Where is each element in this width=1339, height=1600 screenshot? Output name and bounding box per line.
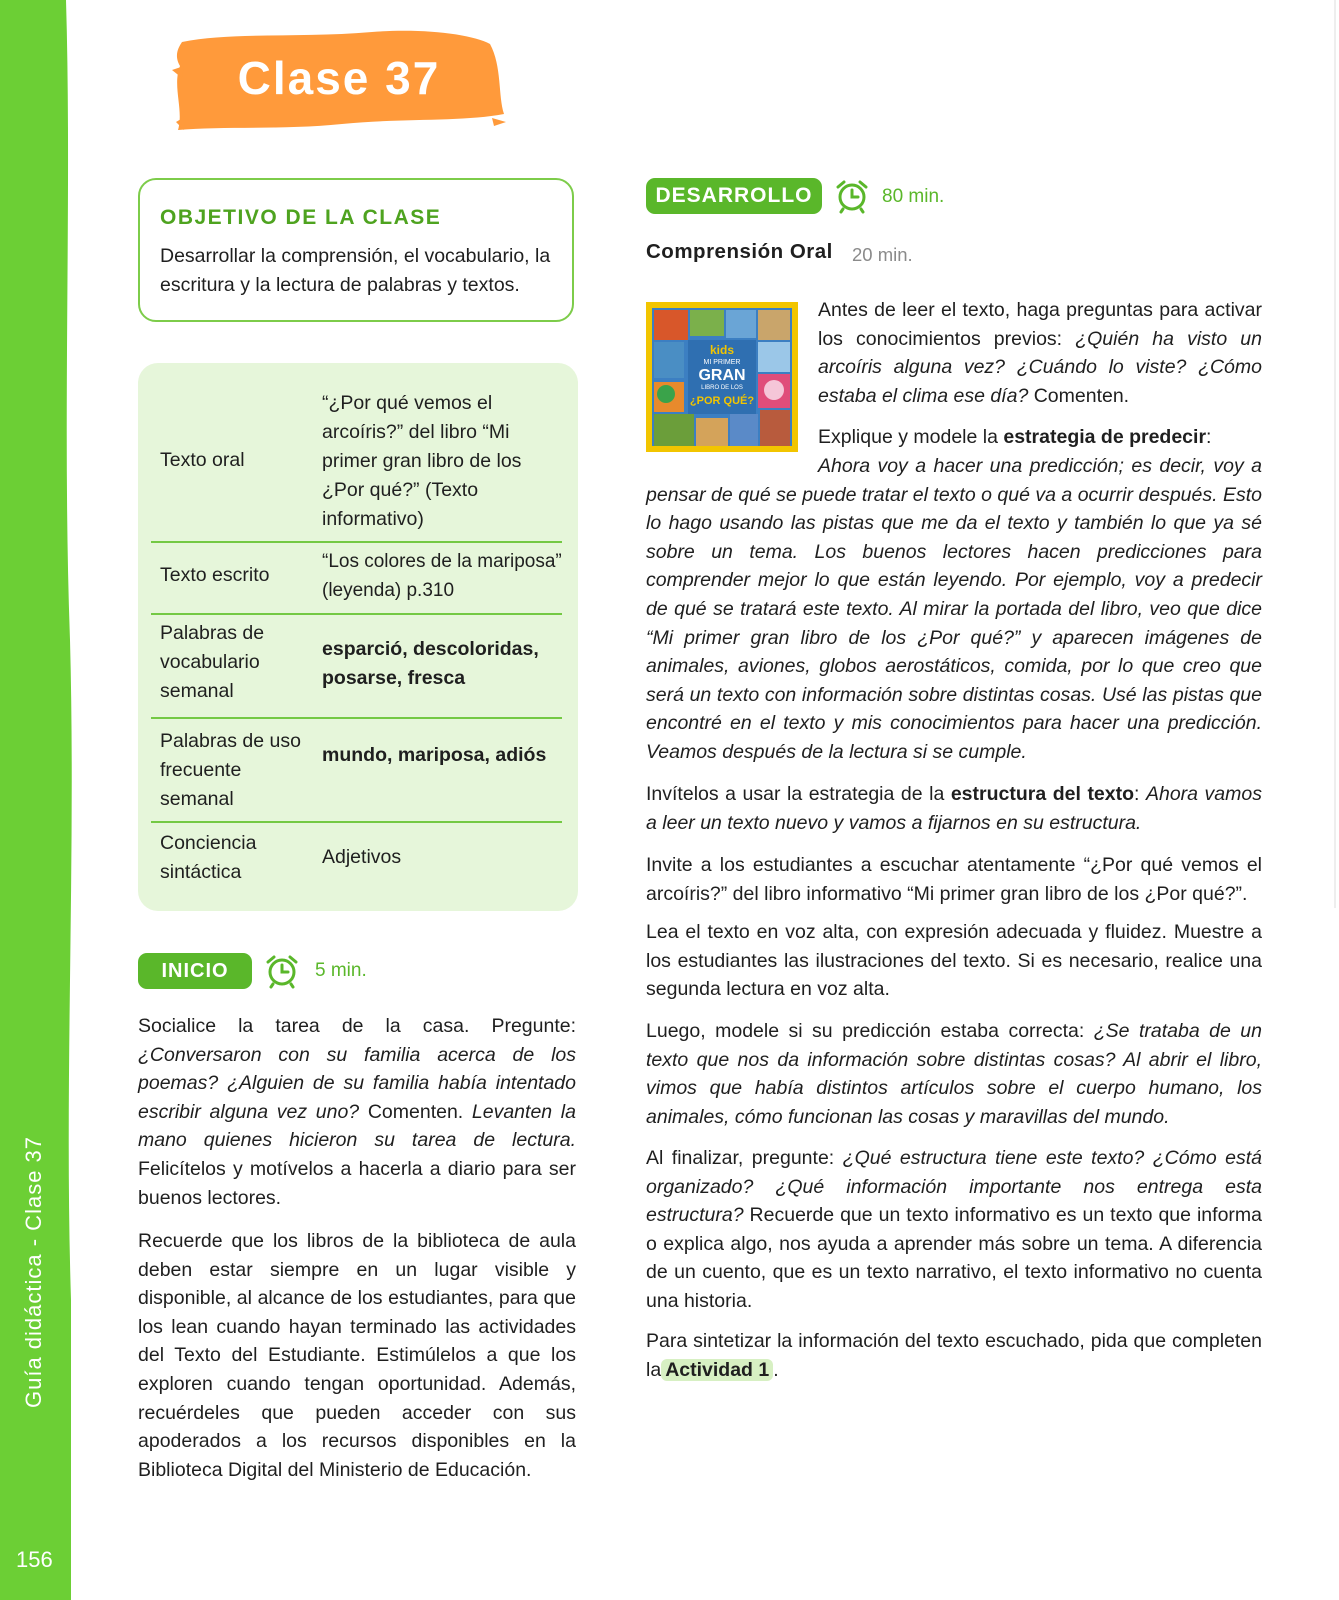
text-run: Comenten. — [359, 1100, 472, 1123]
row-value: “¿Por qué vemos el arcoíris?” del libro “Mi primer gran libro de los ¿Por qué?” (Texto informativo) — [322, 392, 522, 530]
book-title-line-1: MI PRIMER — [703, 359, 741, 366]
text-run-italic: Ahora vamos a leer un texto nuevo y vamos a fijarnos en su estructura. — [646, 783, 1262, 834]
row-value: “Los colores de la mariposa” (leyenda) p.310 — [322, 551, 562, 601]
page-number: 156 — [16, 1547, 53, 1572]
row-value: Adjetivos — [322, 846, 402, 868]
text-run: : — [1206, 426, 1212, 448]
desarrollo-time: 80 min. — [882, 186, 945, 207]
table-row-texto-oral — [151, 377, 562, 543]
text-run: Al finalizar, pregunte: — [646, 1147, 843, 1169]
row-label: Texto oral — [160, 449, 245, 471]
desarrollo-paragraph-7 — [646, 1144, 1262, 1316]
text-run-italic: ¿Qué estructura tiene este texto? ¿Cómo está organizado? ¿Qué información importante nos entrega esta estructura? — [646, 1147, 1262, 1227]
row-label: Palabras de vocabulario semanal — [160, 622, 265, 702]
lesson-info-table — [138, 363, 578, 911]
sidebar-label: Guía didáctica - Clase 37 — [21, 1135, 46, 1408]
inicio-paragraph-1 — [138, 1012, 576, 1212]
text-run-bold: estructura del texto — [950, 783, 1135, 805]
text-run: : — [1134, 783, 1146, 805]
text-run-italic: Levanten la mano quienes hicieron su tarea de lectura. — [138, 1100, 576, 1152]
desarrollo-paragraph-2-line-1 — [818, 423, 1262, 455]
section-time: 20 min. — [852, 244, 913, 265]
objective-box — [138, 178, 574, 322]
inicio-badge: INICIO — [138, 953, 252, 989]
table-row-vocabulario — [151, 615, 562, 719]
activity-highlight: Actividad 1 — [661, 1359, 773, 1381]
lesson-title: Clase 37 — [237, 52, 441, 104]
desarrollo-paragraph-6 — [646, 1017, 1262, 1131]
desarrollo-paragraph-5: Lea el texto en voz alta, con expresión adecuada y fluidez. Muestre a los estudiantes las ilustraciones del texto. Si es necesario, realice una segunda lectura en voz alta. — [646, 921, 1262, 1001]
sidebar-strip — [0, 0, 70, 1600]
row-value: mundo, mariposa, adiós — [322, 744, 547, 766]
text-run-italic: ¿Se trataba de un texto que nos da información sobre distintas cosas? Al abrir el libro, vimos que había distintos artículos sobre el cuerpo humano, los animales, cómo funcionan las cosas y maravillas del mundo. — [646, 1020, 1262, 1128]
text-run: Comenten. — [1028, 384, 1130, 407]
book-title-line-3: LIBRO DE LOS — [701, 385, 743, 391]
objective-text: Desarrollar la comprensión, el vocabulario, la escritura y la lectura de palabras y textos. — [160, 245, 551, 296]
desarrollo-paragraph-8 — [646, 1327, 1262, 1384]
row-label: Palabras de uso frecuente semanal — [160, 730, 301, 810]
alarm-clock-icon — [264, 953, 300, 989]
inicio-paragraph-2: Recuerde que los libros de la biblioteca de aula deben estar siempre en un lugar visible y disponible, al alcance de los estudiantes, para que los lean cuando hayan terminado las actividades del Texto del Estudiante. Estimúlelos a que los exploren cuando tengan oportunidad. Además, recuérdeles que pueden acceder con sus apoderados a los recursos disponibles en la Biblioteca Digital del Ministerio de Educación. — [138, 1230, 576, 1481]
book-brand: kids — [709, 343, 735, 357]
text-run: Socialice la tarea de la casa. Pregunte: — [138, 1015, 576, 1037]
text-run: Para sintetizar la información del texto escuchado, pida que completen la — [646, 1330, 1262, 1381]
row-label: Conciencia sintáctica — [160, 832, 257, 883]
alarm-clock-icon — [834, 178, 870, 214]
row-label: Texto escrito — [160, 564, 270, 586]
table-row-texto-escrito — [151, 543, 562, 615]
book-title-line-2: GRAN — [698, 367, 746, 384]
table-row-conciencia — [151, 823, 562, 897]
text-run-bold: estrategia de predecir — [1003, 426, 1207, 448]
text-run: Explique y modele la — [818, 426, 1004, 448]
text-run: Recuerde que un texto informativo es un texto que informa o explica algo, nos ayuda a aprender más sobre un tema. A diferencia de un cuento, que es un texto narrativo, el texto informativo no cuenta una historia. — [646, 1204, 1262, 1312]
desarrollo-paragraph-2 — [646, 452, 1262, 767]
text-run-italic: ¿Quién ha visto un arcoíris alguna vez? ¿Cuándo lo viste? ¿Cómo estaba el clima ese día? — [818, 327, 1262, 407]
section-title: Comprensión Oral — [646, 240, 833, 263]
objective-heading: OBJETIVO DE LA CLASE — [160, 206, 442, 229]
text-run-italic: Ahora voy a hacer una predicción; es decir, voy a pensar de qué se puede tratar el texto o qué va a ocurrir después. Esto lo hago usando las pistas que me da el texto y también lo que ya sé sobre un tema. Los buenos lectores hacen predicciones para comprender mejor lo que están leyendo. Por ejemplo, voy a predecir de qué se tratará este texto. Al mirar la portada del libro, veo que dice “Mi primer gran libro de los ¿Por qué?” y aparecen imágenes de animales, aviones, globos aerostáticos, comida, por lo que creo que será un texto con información sobre distintas cosas. Usé las pistas que encontré en el texto y mis conocimientos para hacer una predicción. Veamos después de la lectura si se cumple. — [646, 455, 1262, 763]
page-edge-divider — [1334, 0, 1336, 908]
text-run: Luego, modele si su predicción estaba correcta: — [646, 1020, 1094, 1042]
desarrollo-paragraph-1 — [818, 296, 1262, 410]
text-run: Felicítelos y motívelos a hacerla a diario para ser buenos lectores. — [138, 1157, 576, 1209]
book-cover-image — [646, 302, 798, 452]
inicio-time: 5 min. — [315, 960, 367, 981]
text-run: . — [773, 1358, 779, 1381]
book-title-line-4: ¿POR QUÉ? — [689, 395, 755, 407]
text-run: Invítelos a usar la estrategia de la — [646, 783, 951, 805]
table-row-uso-frecuente — [151, 719, 562, 823]
text-run: Antes de leer el texto, haga preguntas para activar los conocimientos previos: — [818, 299, 1262, 350]
text-run-italic: ¿Conversaron con su familia acerca de los poemas? ¿Alguien de su familia había intentado escribir alguna vez uno? — [138, 1043, 576, 1123]
desarrollo-paragraph-4: Invite a los estudiantes a escuchar atentamente “¿Por qué vemos el arcoíris?” del libro informativo “Mi primer gran libro de los ¿Por qué?”. — [646, 854, 1262, 905]
desarrollo-badge: DESARROLLO — [646, 178, 822, 214]
lesson-title-banner — [172, 26, 506, 132]
desarrollo-paragraph-3 — [646, 780, 1262, 837]
row-value: esparció, descoloridas, posarse, fresca — [322, 638, 539, 689]
